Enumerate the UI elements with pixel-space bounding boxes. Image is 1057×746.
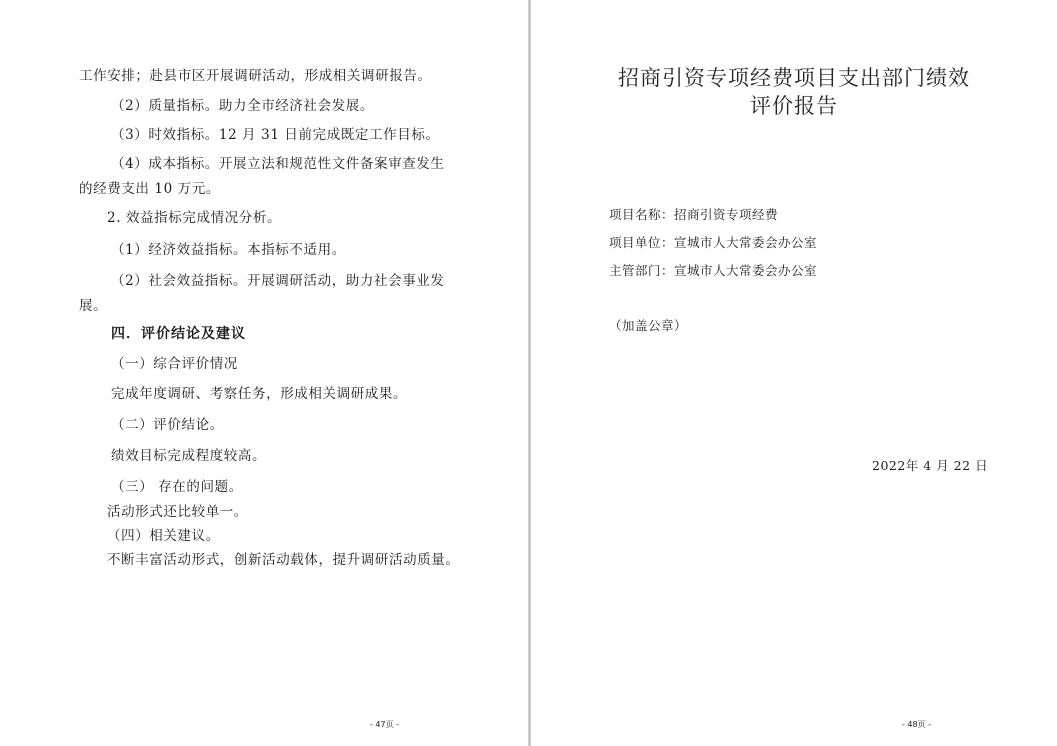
body-line: 2. 效益指标完成情况分析。 <box>107 210 282 226</box>
report-title-line2: 评价报告 <box>750 94 838 118</box>
report-date: 2022年 4 月 22 日 <box>872 458 989 473</box>
body-line: （3）时效指标。12 月 31 日前完成既定工作目标。 <box>111 127 440 143</box>
body-line: （一）综合评价情况 <box>111 356 238 372</box>
body-line: （2）社会效益指标。开展调研活动，助力社会事业发 <box>111 273 445 289</box>
left-page <box>0 0 528 746</box>
body-line: （2）质量指标。助力全市经济社会发展。 <box>111 98 374 114</box>
right-page <box>531 0 1057 746</box>
page-number: - 48页 - <box>902 720 932 729</box>
body-line: （四）相关建议。 <box>107 528 220 544</box>
project-name: 项目名称：招商引资专项经费 <box>609 207 779 222</box>
body-line: 不断丰富活动形式，创新活动载体，提升调研活动质量。 <box>107 552 460 568</box>
body-line: 的经费支出 10 万元。 <box>79 181 220 197</box>
body-line: 绩效目标完成程度较高。 <box>111 448 267 464</box>
body-line: （1）经济效益指标。本指标不适用。 <box>111 242 346 258</box>
body-line: （三） 存在的问题。 <box>111 479 243 495</box>
body-line: 工作安排；赴县市区开展调研活动，形成相关调研报告。 <box>79 68 432 84</box>
body-line: 展。 <box>79 298 108 314</box>
project-unit: 项目单位：宣城市人大常委会办公室 <box>609 235 818 250</box>
page-number: - 47页 - <box>370 720 400 729</box>
body-line: 活动形式还比较单一。 <box>107 504 248 520</box>
section-heading: 四．评价结论及建议 <box>111 326 246 342</box>
body-line: （二）评价结论。 <box>111 417 224 433</box>
seal-note: （加盖公章） <box>609 318 688 333</box>
report-title: 招商引资专项经费项目支出部门绩效 <box>618 66 970 90</box>
body-line: 完成年度调研、考察任务，形成相关调研成果。 <box>111 386 408 402</box>
body-line: （4）成本指标。开展立法和规范性文件备案审查发生 <box>111 156 445 172</box>
supervising-department: 主管部门：宣城市人大常委会办公室 <box>609 263 818 278</box>
